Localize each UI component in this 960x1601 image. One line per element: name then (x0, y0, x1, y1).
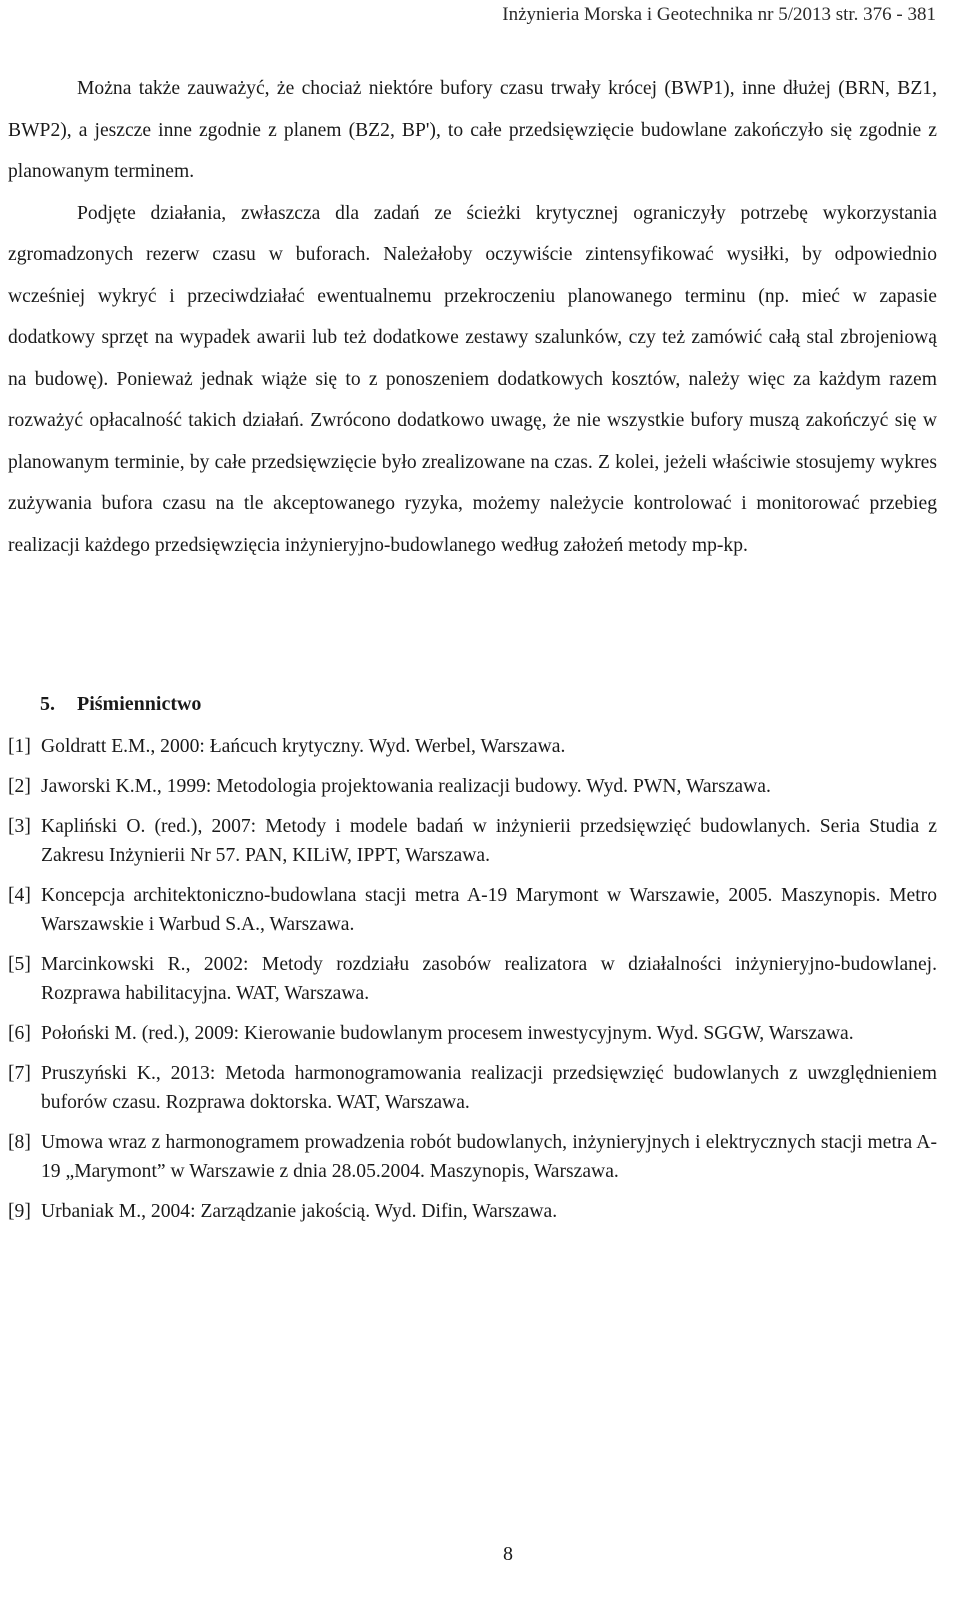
reference-label: [5] (8, 954, 31, 975)
reference-list (8, 732, 937, 1237)
section-number: 5. (40, 693, 55, 715)
reference-text: Kapliński O. (red.), 2007: Metody i modele badań w inżynierii przedsięwzięć budowlanych. Seria Studia z Zakresu Inżynierii Nr 57. PAN, KILiW, IPPT, Warszawa. (41, 816, 937, 866)
running-header: Inżynieria Morska i Geotechnika nr 5/2013 str. 376 - 381 (502, 4, 936, 25)
reference-label: [6] (8, 1023, 31, 1044)
reference-text: Umowa wraz z harmonogramem prowadzenia robót budowlanych, inżynieryjnych i elektrycznych stacji metra A-19 „Marymont” w Warszawie z dnia 28.05.2004. Maszynopis, Warszawa. (41, 1132, 937, 1182)
reference-item (8, 812, 937, 870)
reference-text: Goldratt E.M., 2000: Łańcuch krytyczny. Wyd. Werbel, Warszawa. (41, 736, 566, 757)
section-heading (40, 689, 201, 719)
reference-item (8, 1059, 937, 1117)
reference-item (8, 772, 937, 801)
section-title: Piśmiennictwo (77, 693, 202, 715)
reference-label: [1] (8, 736, 31, 757)
paragraph: Można także zauważyć, że chociaż niektóre bufory czasu trwały krócej (BWP1), inne dłużej (BRN, BZ1, BWP2), a jeszcze inne zgodnie z planem (BZ2, BP'), to całe przedsięwzięcie budowlane zakończyło się zgodnie z planowanym terminem. (8, 78, 937, 182)
reference-item (8, 881, 937, 939)
paragraph: Podjęte działania, zwłaszcza dla zadań ze ścieżki krytycznej ograniczyły potrzebę wykorzystania zgromadzonych rezerw czasu w buforach. Należałoby oczywiście zintensyfikować wysiłki, by odpowiednio wcześniej wykryć i przeciwdziałać ewentualnemu przekroczeniu planowanego terminu (np. mieć w zapasie dodatkowy sprzęt na wypadek awarii lub też dodatkowe zestawy szalunków, czy też zamówić całą stal zbrojeniową na budowę). Ponieważ jednak wiąże się to z ponoszeniem dodatkowych kosztów, należy więc za każdym razem rozważyć opłacalność takich działań. Zwrócono dodatkowo uwagę, że nie wszystkie bufory muszą zakończyć się w planowanym terminie, by całe przedsięwzięcie było zrealizowane na czas. Z kolei, jeżeli właściwie stosujemy wykres zużywania bufora czasu na tle akceptowanego ryzyka, możemy należycie kontrolować i monitorować przebieg realizacji każdego przedsięwzięcia inżynieryjno-budowlanego według założeń metody mp-kp. (8, 202, 937, 556)
reference-label: [3] (8, 816, 31, 837)
reference-text: Urbaniak M., 2004: Zarządzanie jakością. Wyd. Difin, Warszawa. (41, 1201, 558, 1222)
reference-label: [2] (8, 776, 31, 797)
reference-item (8, 732, 937, 761)
reference-item (8, 950, 937, 1008)
reference-label: [9] (8, 1201, 31, 1222)
page-number: 8 (503, 1543, 513, 1565)
reference-label: [4] (8, 885, 31, 906)
reference-item (8, 1019, 937, 1048)
reference-item (8, 1128, 937, 1186)
reference-text: Marcinkowski R., 2002: Metody rozdziału zasobów realizatora w działalności inżynieryjno-budowlanej. Rozprawa habilitacyjna. WAT, Warszawa. (41, 954, 937, 1004)
reference-text: Połoński M. (red.), 2009: Kierowanie budowlanym procesem inwestycyjnym. Wyd. SGGW, Warszawa. (41, 1023, 854, 1044)
reference-text: Pruszyński K., 2013: Metoda harmonogramowania realizacji przedsięwzięć budowlanych z uwzględnieniem buforów czasu. Rozprawa doktorska. WAT, Warszawa. (41, 1063, 937, 1113)
reference-label: [7] (8, 1063, 31, 1084)
reference-text: Koncepcja architektoniczno-budowlana stacji metra A-19 Marymont w Warszawie, 2005. Maszynopis. Metro Warszawskie i Warbud S.A., Warszawa. (41, 885, 937, 935)
reference-label: [8] (8, 1132, 31, 1153)
reference-text: Jaworski K.M., 1999: Metodologia projektowania realizacji budowy. Wyd. PWN, Warszawa. (41, 776, 771, 797)
reference-item (8, 1197, 937, 1226)
body-text (8, 68, 937, 566)
